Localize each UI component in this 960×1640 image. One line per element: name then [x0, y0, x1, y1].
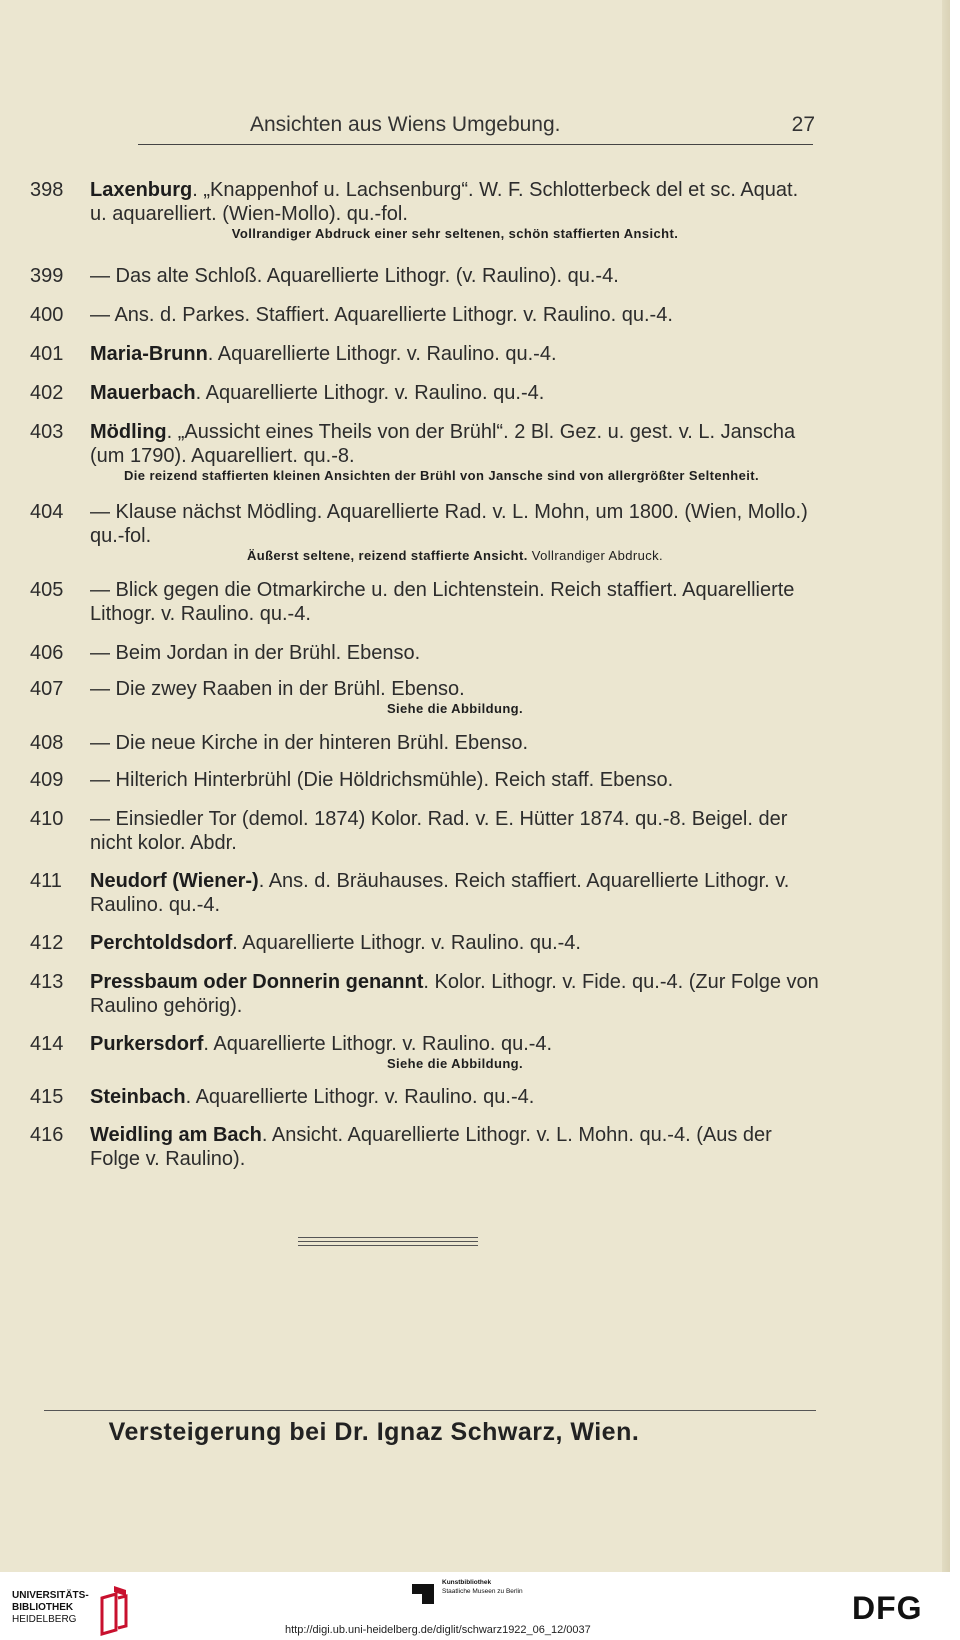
entry-number: 411: [30, 870, 62, 892]
entry-place: Mödling: [90, 421, 167, 443]
footer-auction-line: Versteigerung bei Dr. Ignaz Schwarz, Wien.: [108, 1418, 640, 1446]
entry-description: — Blick gegen die Otmarkirche u. den Lichtenstein. Reich staffiert. Aquarellierte Lithogr. v. Raulino. qu.-4.: [90, 579, 795, 625]
entry-place: Steinbach: [90, 1086, 186, 1108]
entry-description: . Ans. d. Bräuhauses. Reich staffiert. Aquarellierte Lithogr. v. Raulino. qu.-4.: [90, 870, 790, 916]
entry-description: — Ans. d. Parkes. Staffiert. Aquarellierte Lithogr. v. Raulino. qu.-4.: [90, 304, 673, 326]
digitization-bar: [0, 1572, 960, 1640]
entry-description: — Das alte Schloß. Aquarellierte Lithogr. (v. Raulino). qu.-4.: [90, 265, 619, 287]
entry-note: Vollrandiger Abdruck einer sehr seltenen, schön staffierten Ansicht.: [231, 226, 679, 241]
ub-logo-icon: [96, 1582, 130, 1636]
entry-number: 400: [30, 304, 64, 326]
entry-number: 414: [30, 1033, 64, 1055]
permalink-url[interactable]: http://digi.ub.uni-heidelberg.de/diglit/schwarz1922_06_12/0037: [285, 1624, 591, 1636]
catalog-entry-404: [30, 500, 820, 564]
entry-number: 416: [30, 1124, 64, 1146]
footer-rule: [44, 1410, 816, 1411]
kunstbibliothek-subtitle: Staatliche Museen zu Berlin: [442, 1588, 523, 1595]
catalog-entry-399: [30, 264, 820, 288]
entry-number: 408: [30, 732, 64, 754]
entry-place: Perchtoldsdorf: [90, 932, 233, 954]
entry-description: — Klause nächst Mödling. Aquarellierte Rad. v. L. Mohn, um 1800. (Wien, Mollo.) qu.-fol.: [90, 501, 808, 547]
entry-number: 406: [30, 642, 64, 664]
entry-description: — Die zwey Raaben in der Brühl. Ebenso.: [90, 678, 465, 700]
catalog-entry-402: [30, 381, 820, 405]
entry-description: . „Aussicht eines Theils von der Brühl“. 2 Bl. Gez. u. gest. v. L. Janscha (um 1790). Aquarelliert. qu.-8.: [90, 421, 796, 467]
entry-number: 405: [30, 579, 64, 601]
entry-place: Mauerbach: [90, 382, 196, 404]
catalog-entry-407: [30, 677, 820, 717]
entry-place: Pressbaum oder Donnerin genannt: [90, 971, 424, 993]
entry-description: . Aquarellierte Lithogr. v. Raulino. qu.-4.: [195, 382, 545, 404]
ub-heidelberg-wordmark[interactable]: [12, 1590, 89, 1626]
catalog-entry-406: [30, 641, 820, 665]
ub-line-2: BIBLIOTHEK: [12, 1602, 74, 1613]
entry-description: . Aquarellierte Lithogr. v. Raulino. qu.-4.: [207, 343, 557, 365]
kunstbibliothek-name: Kunstbibliothek: [442, 1579, 492, 1586]
entry-place: Weidling am Bach: [90, 1124, 262, 1146]
entry-number: 409: [30, 769, 64, 791]
entry-number: 402: [30, 382, 64, 404]
entry-place: Neudorf (Wiener-): [90, 870, 259, 892]
entry-number: 410: [30, 808, 64, 830]
entry-number: 401: [30, 343, 64, 365]
entry-note: Siehe die Abbildung.: [386, 1056, 524, 1071]
catalog-entry-408: [30, 731, 820, 755]
running-header: [60, 113, 815, 137]
kunstbibliothek-logo[interactable]: [412, 1578, 523, 1604]
entry-note: Die reizend staffierten kleinen Ansichten der Brühl von Jansche sind von allergrößter Seltenheit.: [124, 468, 760, 483]
catalog-entry-416: [30, 1123, 820, 1171]
entry-number: 398: [30, 179, 64, 201]
catalog-entry-401: [30, 342, 820, 366]
catalog-entry-412: [30, 931, 820, 955]
page-number: 27: [791, 113, 815, 136]
entry-number: 415: [30, 1086, 64, 1108]
entry-number: 407: [30, 678, 64, 700]
entry-description: — Hilterich Hinterbrühl (Die Höldrichsmühle). Reich staff. Ebenso.: [90, 769, 674, 791]
entry-description: . Aquarellierte Lithogr. v. Raulino. qu.-4.: [185, 1086, 535, 1108]
entry-number: 413: [30, 971, 64, 993]
entry-note-extra: Vollrandiger Abdruck.: [527, 548, 664, 563]
entry-description: . Aquarellierte Lithogr. v. Raulino. qu.-4.: [232, 932, 581, 954]
catalog-entries: [30, 178, 820, 1171]
ub-line-1: UNIVERSITÄTS-: [12, 1590, 89, 1601]
entry-place: Laxenburg: [90, 179, 193, 201]
entry-description: — Einsiedler Tor (demol. 1874) Kolor. Rad. v. E. Hütter 1874. qu.-8. Beigel. der nicht kolor. Abdr.: [90, 808, 788, 854]
catalog-entry-400: [30, 303, 820, 327]
catalog-entry-403: [30, 420, 820, 484]
entry-description: — Die neue Kirche in der hinteren Brühl. Ebenso.: [90, 732, 529, 754]
header-rule: [138, 144, 813, 145]
catalog-entry-414: [30, 1032, 820, 1072]
entry-note: Siehe die Abbildung.: [386, 701, 524, 716]
catalog-entry-405: [30, 578, 820, 626]
entry-description: . Ansicht. Aquarellierte Lithogr. v. L. Mohn. qu.-4. (Aus der Folge v. Raulino).: [90, 1124, 772, 1170]
catalog-entry-415: [30, 1085, 820, 1109]
catalog-entry-413: [30, 970, 820, 1018]
section-end-rule: [298, 1237, 478, 1249]
dfg-logo[interactable]: DFG: [852, 1590, 923, 1626]
catalog-entry-411: [30, 869, 820, 917]
entry-description: . Kolor. Lithogr. v. Fide. qu.-4. (Zur Folge von Raulino gehörig).: [90, 971, 819, 1017]
entry-place: Purkersdorf: [90, 1033, 204, 1055]
catalog-entry-398: [30, 178, 820, 242]
ub-line-3: HEIDELBERG: [12, 1614, 77, 1625]
kunstbibliothek-icon: [412, 1578, 438, 1604]
entry-description: — Beim Jordan in der Brühl. Ebenso.: [90, 642, 421, 664]
entry-number: 399: [30, 265, 64, 287]
entry-number: 403: [30, 421, 64, 443]
entry-number: 412: [30, 932, 64, 954]
entry-place: Maria-Brunn: [90, 343, 208, 365]
catalog-entry-410: [30, 807, 820, 855]
entry-description: . Aquarellierte Lithogr. v. Raulino. qu.-4.: [203, 1033, 553, 1055]
catalog-entry-409: [30, 768, 820, 792]
entry-number: 404: [30, 501, 64, 523]
entry-note: Äußerst seltene, reizend staffierte Ansicht.: [246, 548, 528, 563]
entry-description: . „Knappenhof u. Lachsenburg“. W. F. Schlotterbeck del et sc. Aquat. u. aquarelliert. (Wien-Mollo). qu.-fol.: [90, 179, 799, 225]
header-title: Ansichten aus Wiens Umgebung.: [250, 113, 561, 136]
